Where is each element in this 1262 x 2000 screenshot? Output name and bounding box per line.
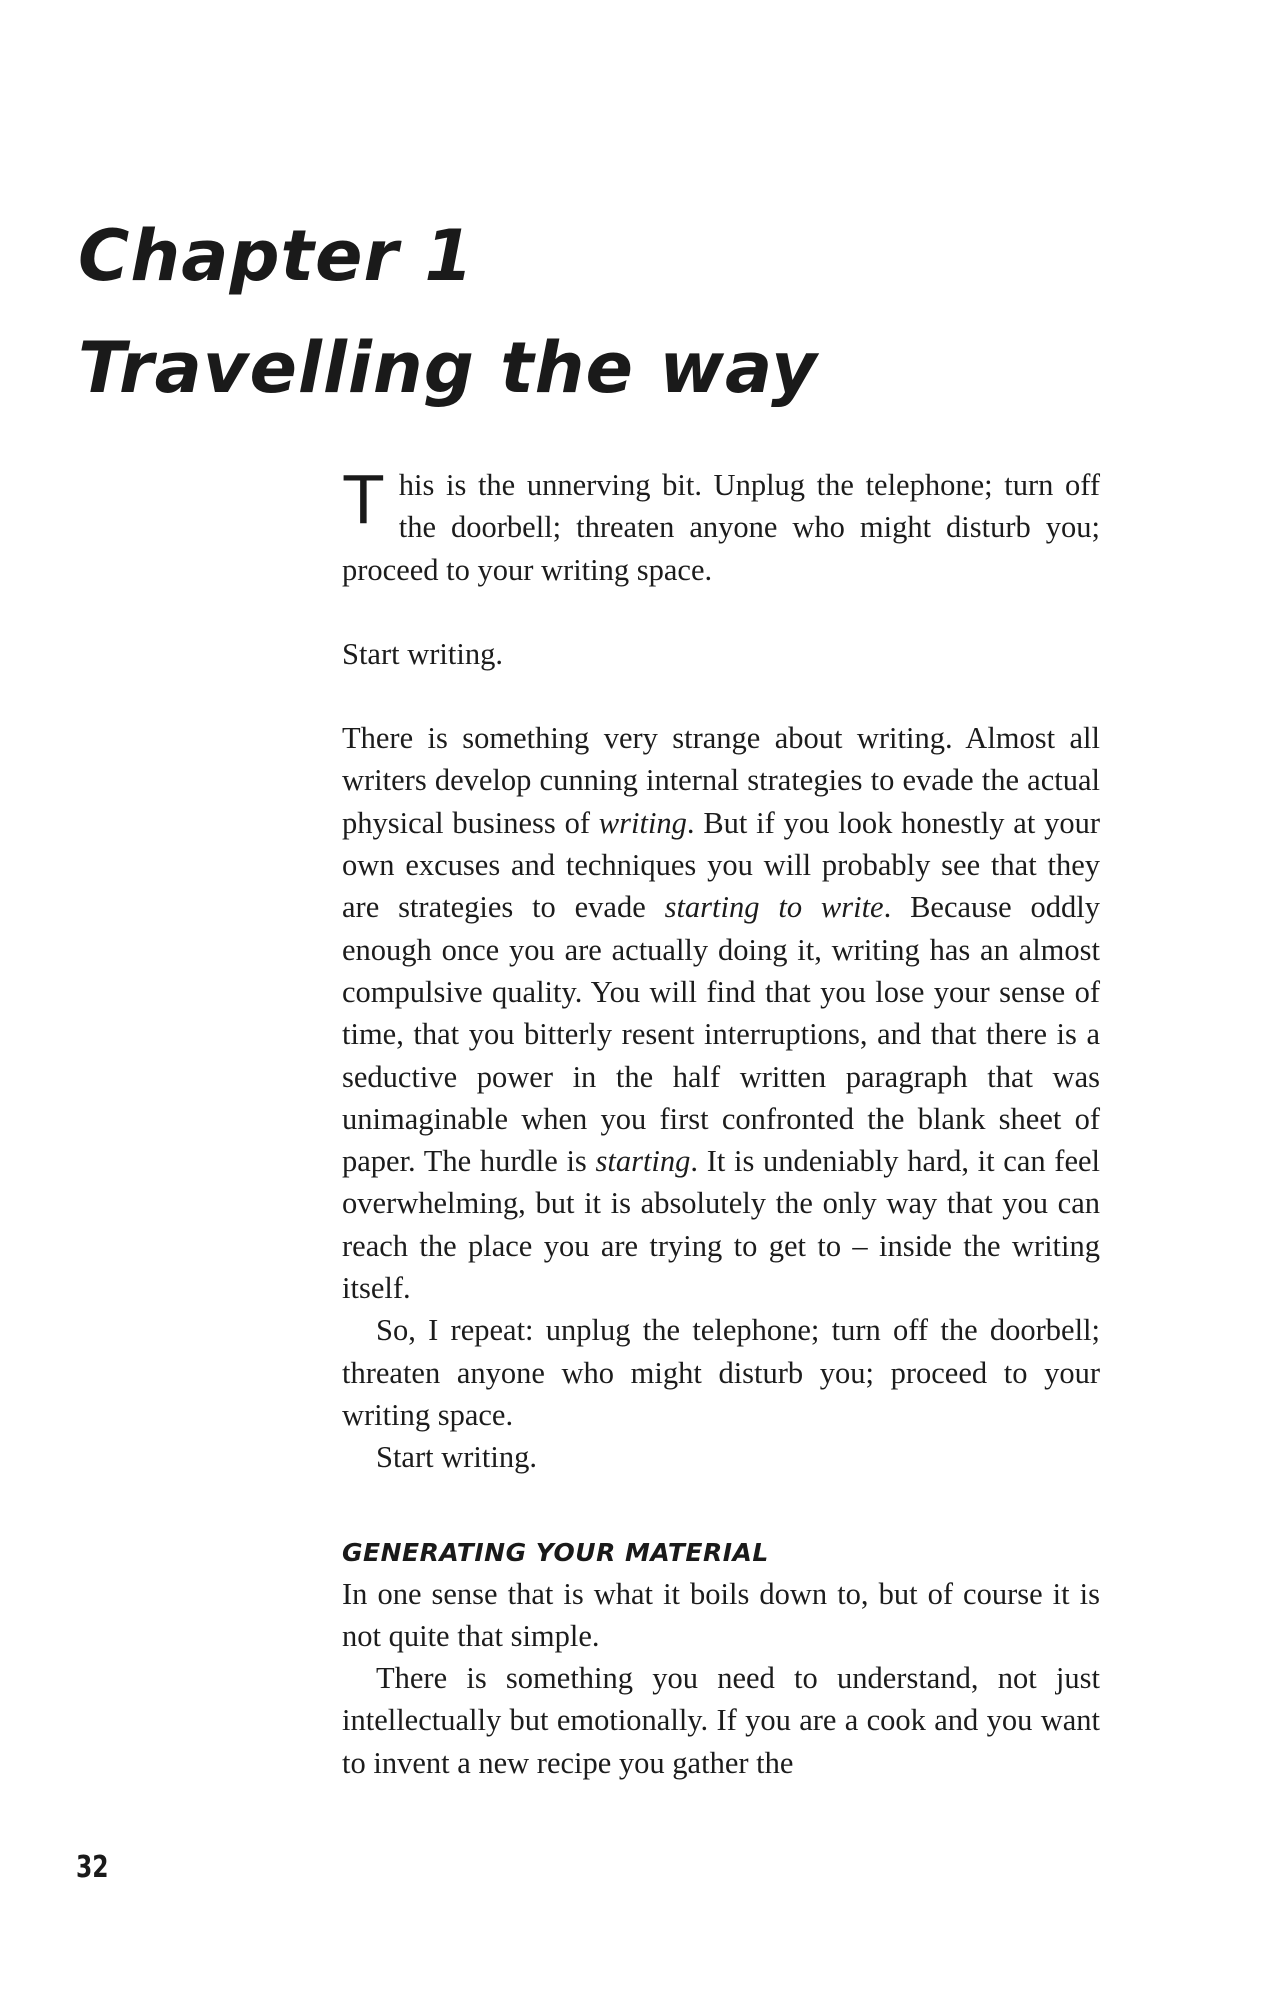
section-heading: GENERATING YOUR MATERIAL	[342, 1537, 769, 1567]
emphasis-writing: writing	[598, 805, 687, 840]
strange-paragraph: There is something very strange about writing. Almost all writers develop cunning internal strategies to evade the actual physical business of writing. But if you look honestly at your own excuses and techniques you will probably see that they are strategies to evade starting to write. Because oddly enough once you are actually doing it, writing has an almost compulsive quality. You will find that you lose your sense of time, that you bitterly resent interruptions, and that there is a seductive power in the half written paragraph that was unimaginable when you first confronted the blank sheet of paper. The hurdle is starting. It is undeniably hard, it can feel overwhelming, but it is absolutely the only way that you can reach the place you are trying to get to – inside the writing itself.	[342, 721, 1100, 1306]
section-paragraph-2: There is something you need to understand, not just intellectually but emotionally. If you are a cook and you want to invent a new recipe you gather the	[342, 1661, 1100, 1780]
section-paragraph-1: In one sense that is what it boils down to, but of course it is not quite that simple.	[342, 1576, 1100, 1653]
repeat-paragraph: So, I repeat: unplug the telephone; turn off the doorbell; threaten anyone who might disturb you; proceed to your writing space.	[342, 1313, 1100, 1432]
chapter-name: Travelling the way	[78, 327, 818, 409]
intro-paragraph	[342, 460, 1100, 591]
start-writing-line: Start writing.	[342, 636, 503, 671]
drop-cap: T	[342, 460, 385, 538]
body-text	[342, 460, 1100, 1784]
start-writing-line-2: Start writing.	[376, 1440, 537, 1475]
emphasis-starting: starting	[595, 1144, 691, 1179]
intro-text: his is the unnerving bit. Unplug the telephone; turn off the doorbell; threaten anyone who might disturb you; proceed to your writing space.	[342, 468, 1100, 587]
chapter-title	[78, 200, 818, 424]
chapter-number: Chapter 1	[78, 215, 475, 297]
emphasis-starting-to-write: starting to write	[664, 890, 884, 925]
page-number: 32	[76, 1850, 109, 1885]
